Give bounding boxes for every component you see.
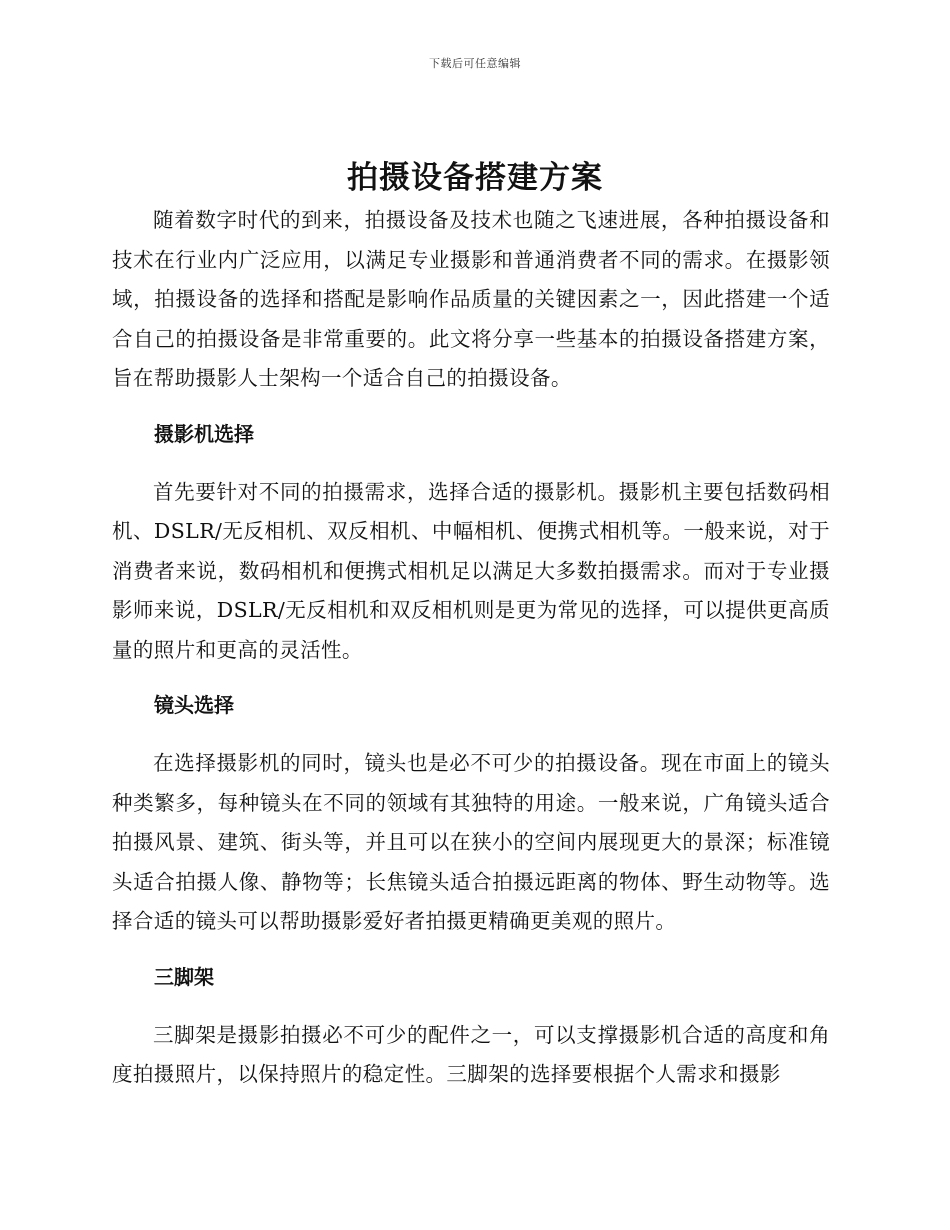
header-note: 下载后可任意编辑 — [429, 57, 521, 70]
intro-paragraph: 随着数字时代的到来，拍摄设备及技术也随之飞速进展，各种拍摄设备和技术在行业内广泛应用，以满足专业摄影和普通消费者不同的需求。在摄影领域，拍摄设备的选择和搭配是影响作品质量的关键因素之一，因此搭建一个适合自己的拍摄设备是非常重要的。此文将分享一些基本的拍摄设备搭建方案，旨在帮助摄影人士架构一个适合自己的拍摄设备。 — [112, 208, 830, 390]
document-body — [112, 201, 830, 1095]
section-heading-lens: 镜头选择 — [154, 693, 234, 717]
document-title: 拍摄设备搭建方案 — [347, 160, 603, 196]
section-body-lens: 在选择摄影机的同时，镜头也是必不可少的拍摄设备。现在市面上的镜头种类繁多，每种镜头在不同的领域有其独特的用途。一般来说，广角镜头适合拍摄风景、建筑、街头等，并且可以在狭小的空间内展现更大的景深；标准镜头适合拍摄人像、静物等；长焦镜头适合拍摄远距离的物体、野生动物等。选择合适的镜头可以帮助摄影爱好者拍摄更精确更美观的照片。 — [112, 751, 830, 933]
section-heading-tripod: 三脚架 — [154, 964, 214, 989]
section-body-tripod: 三脚架是摄影拍摄必不可少的配件之一，可以支撑摄影机合适的高度和角度拍摄照片，以保持照片的稳定性。三脚架的选择要根据个人需求和摄影 — [112, 1022, 830, 1086]
section-body-camera: 首先要针对不同的拍摄需求，选择合适的摄影机。摄影机主要包括数码相机、DSLR/无反相机、双反相机、中幅相机、便携式相机等。一般来说，对于消费者来说，数码相机和便携式相机足以满足大多数拍摄需求。而对于专业摄影师来说，DSLR/无反相机和双反相机则是更为常见的选择，可以提供更高质量的照片和更高的灵活性。 — [112, 479, 830, 662]
section-heading-camera: 摄影机选择 — [154, 421, 254, 446]
